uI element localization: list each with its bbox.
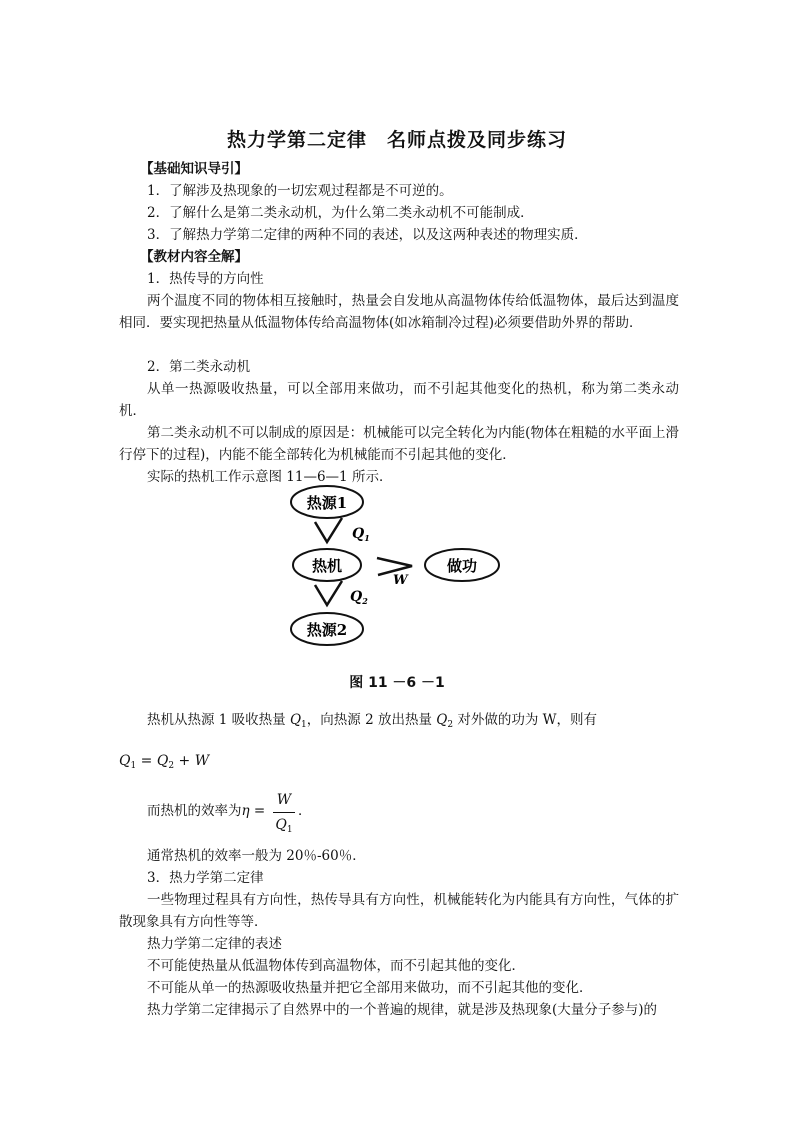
section-basic-heading: 【基础知识导引】 <box>140 161 248 177</box>
q1-label: $Q_1$ <box>352 526 370 543</box>
subsection-3-heading: 3．热力学第二定律 <box>147 870 264 886</box>
paragraph-perpetual-motion-reason: 第二类永动机不可以制成的原因是：机械能可以完全转化为内能(物体在粗糙的水平面上滑行停下的过程)，内能不能全部转化为机械能而不引起其他的变化． <box>119 425 679 463</box>
work-label: 做功 <box>446 557 478 575</box>
efficiency-fraction: W $Q_1$ <box>273 789 295 836</box>
paragraph-law-significance: 热力学第二定律揭示了自然界中的一个普遍的规律，就是涉及热现象(大量分子参与)的 <box>147 1002 658 1018</box>
paragraph-heat-conduction: 两个温度不同的物体相互接触时，热量会自发地从高温物体传给低温物体，最后达到温度相同．要实现把热量从低温物体传给高温物体(如冰箱制冷过程)必须要借助外界的帮助． <box>119 293 679 331</box>
goal-2: 2．了解什么是第二类永动机，为什么第二类永动机不可能制成． <box>147 205 534 221</box>
section-content-heading: 【教材内容全解】 <box>140 249 248 265</box>
subsection-1-heading: 1．热传导的方向性 <box>147 271 264 287</box>
heat-source-2-label: 热源2 <box>306 621 348 639</box>
page-title: 热力学第二定律 名师点拨及同步练习 <box>226 129 567 151</box>
figure-reference: 实际的热机工作示意图 11—6—1 所示． <box>147 469 393 485</box>
energy-equation: $Q_1 = Q_2 + W$ <box>119 753 210 771</box>
w-label: W <box>393 573 408 588</box>
efficiency-formula: 而热机的效率为η = <box>147 803 266 819</box>
goal-1: 1．了解涉及热现象的一切宏观过程都是不可逆的。 <box>147 183 453 199</box>
q2-label: $Q_2$ <box>350 589 368 606</box>
equation-intro: 热机从热源 1 吸收热量 $Q_1$，向热源 2 放出热量 $Q_2$ 对外做的功为 W，则有 <box>147 712 598 730</box>
efficiency-period: ． <box>298 803 312 819</box>
figure-caption: 图 11 －6 －1 <box>349 675 445 691</box>
paragraph-directionality: 一些物理过程具有方向性，热传导具有方向性，机械能转化为内能具有方向性，气体的扩散现象具有方向性等等． <box>119 892 679 930</box>
paragraph-perpetual-motion-definition: 从单一热源吸收热量，可以全部用来做功，而不引起其他变化的热机，称为第二类永动机． <box>119 381 679 419</box>
law-statement-2: 不可能从单一的热源吸收热量并把它全部用来做功，而不引起其他的变化． <box>147 980 593 996</box>
subsection-2-heading: 2．第二类永动机 <box>147 359 251 375</box>
heat-source-1-label: 热源1 <box>306 494 348 512</box>
heat-engine-label: 热机 <box>311 557 343 575</box>
goal-3: 3．了解热力学第二定律的两种不同的表述，以及这两种表述的物理实质． <box>147 227 588 243</box>
q2-arrow-icon <box>315 581 342 605</box>
typical-efficiency: 通常热机的效率一般为 20％-60％． <box>147 848 366 864</box>
law-statement-heading: 热力学第二定律的表述 <box>147 936 282 952</box>
heat-engine-diagram <box>282 480 512 650</box>
q1-arrow-icon <box>315 518 342 542</box>
law-statement-1: 不可能使热量从低温物体传到高温物体，而不引起其他的变化． <box>147 958 525 974</box>
